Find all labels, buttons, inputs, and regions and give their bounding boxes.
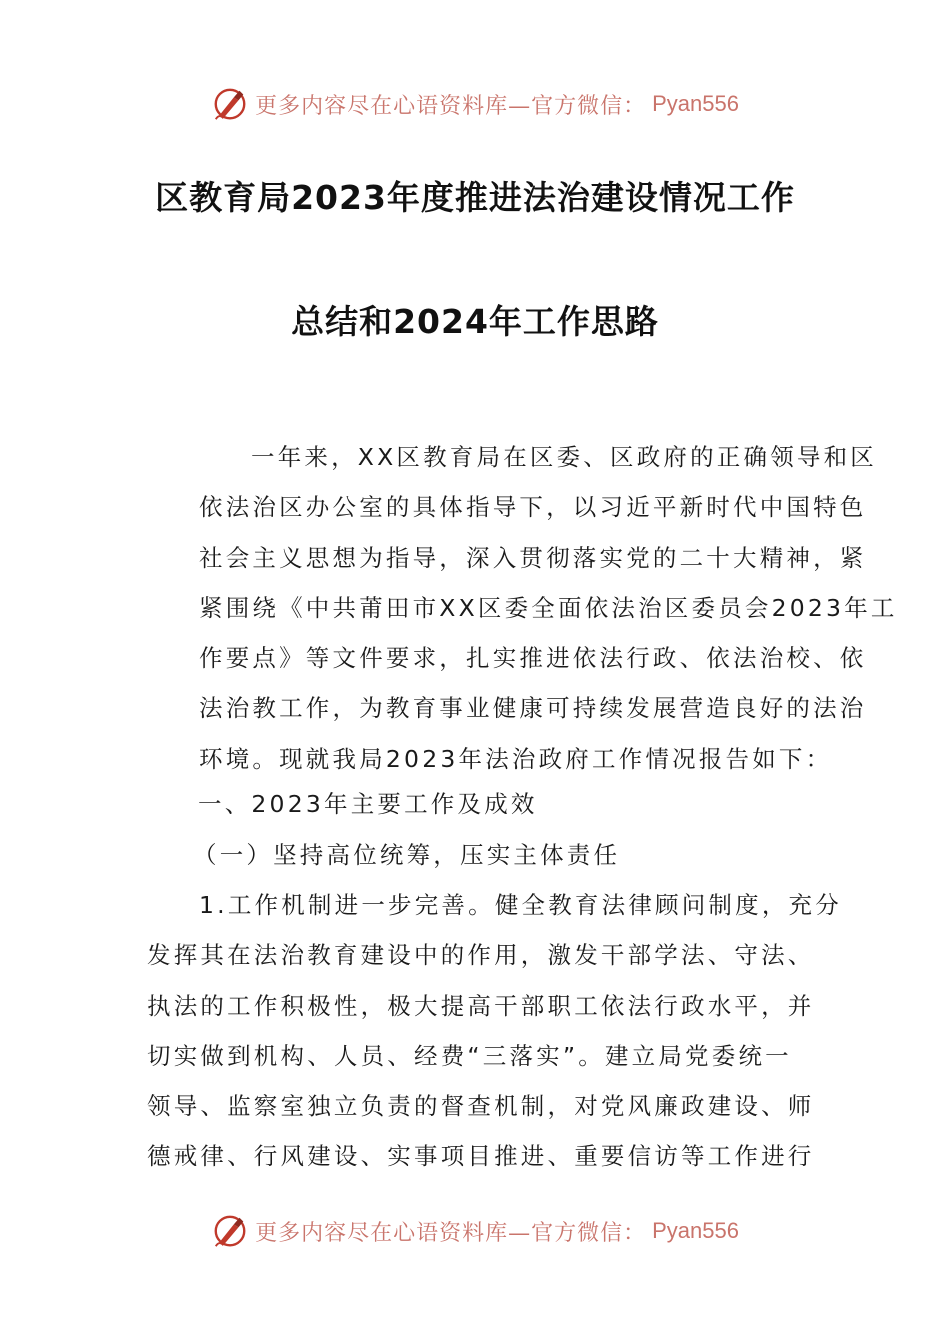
watermark-wechat-id: Pyan556 [652,91,739,116]
pen-nib-circle-icon [211,85,249,123]
watermark-text: 更多内容尽在心语资料库—官方微信： [255,1220,647,1246]
watermark-footer [0,1209,950,1253]
item1-line: 切实做到机构、人员、经费“三落实”。建立局党委统一 [147,1041,792,1070]
intro-line: 作要点》等文件要求，扎实推进依法行政、依法治校、依 [199,644,867,673]
watermark-header [0,82,950,126]
item1-line: 领导、监察室独立负责的督查机制，对党风廉政建设、师 [147,1092,815,1121]
intro-line: 依法治区办公室的具体指导下，以习近平新时代中国特色 [199,493,867,522]
intro-paragraph [147,432,898,784]
item1-paragraph [147,880,842,1182]
document-title-line2: 总结和2024年工作思路 [291,302,659,341]
subsection-heading-1: （一）坚持高位统筹，压实主体责任 [193,841,621,869]
watermark-text: 更多内容尽在心语资料库—官方微信： [255,93,647,119]
intro-line: 一年来，XX区教育局在区委、区政府的正确领导和区 [251,443,877,471]
item1-line: 1.工作机制进一步完善。健全教育法律顾问制度，充分 [199,891,842,919]
item1-line: 执法的工作积极性，极大提高干部职工依法行政水平，并 [147,991,815,1020]
document-title-line1: 区教育局2023年度推进法治建设情况工作 [155,178,795,217]
pen-nib-circle-icon [211,1212,249,1250]
intro-line: 社会主义思想为指导，深入贯彻落实党的二十大精神，紧 [199,543,867,572]
intro-line: 法治教工作，为教育事业健康可持续发展营造良好的法治 [199,694,867,723]
watermark-wechat-id: Pyan556 [652,1218,739,1243]
item1-line: 发挥其在法治教育建设中的作用，激发干部学法、守法、 [147,941,815,970]
item1-line: 德戒律、行风建设、实事项目推进、重要信访等工作进行 [147,1142,815,1171]
intro-line: 环境。现就我局2023年法治政府工作情况报告如下： [199,744,833,773]
section-heading-1: 一、2023年主要工作及成效 [198,790,538,818]
intro-line: 紧围绕《中共莆田市XX区委全面依法治区委员会2023年工 [199,593,898,622]
